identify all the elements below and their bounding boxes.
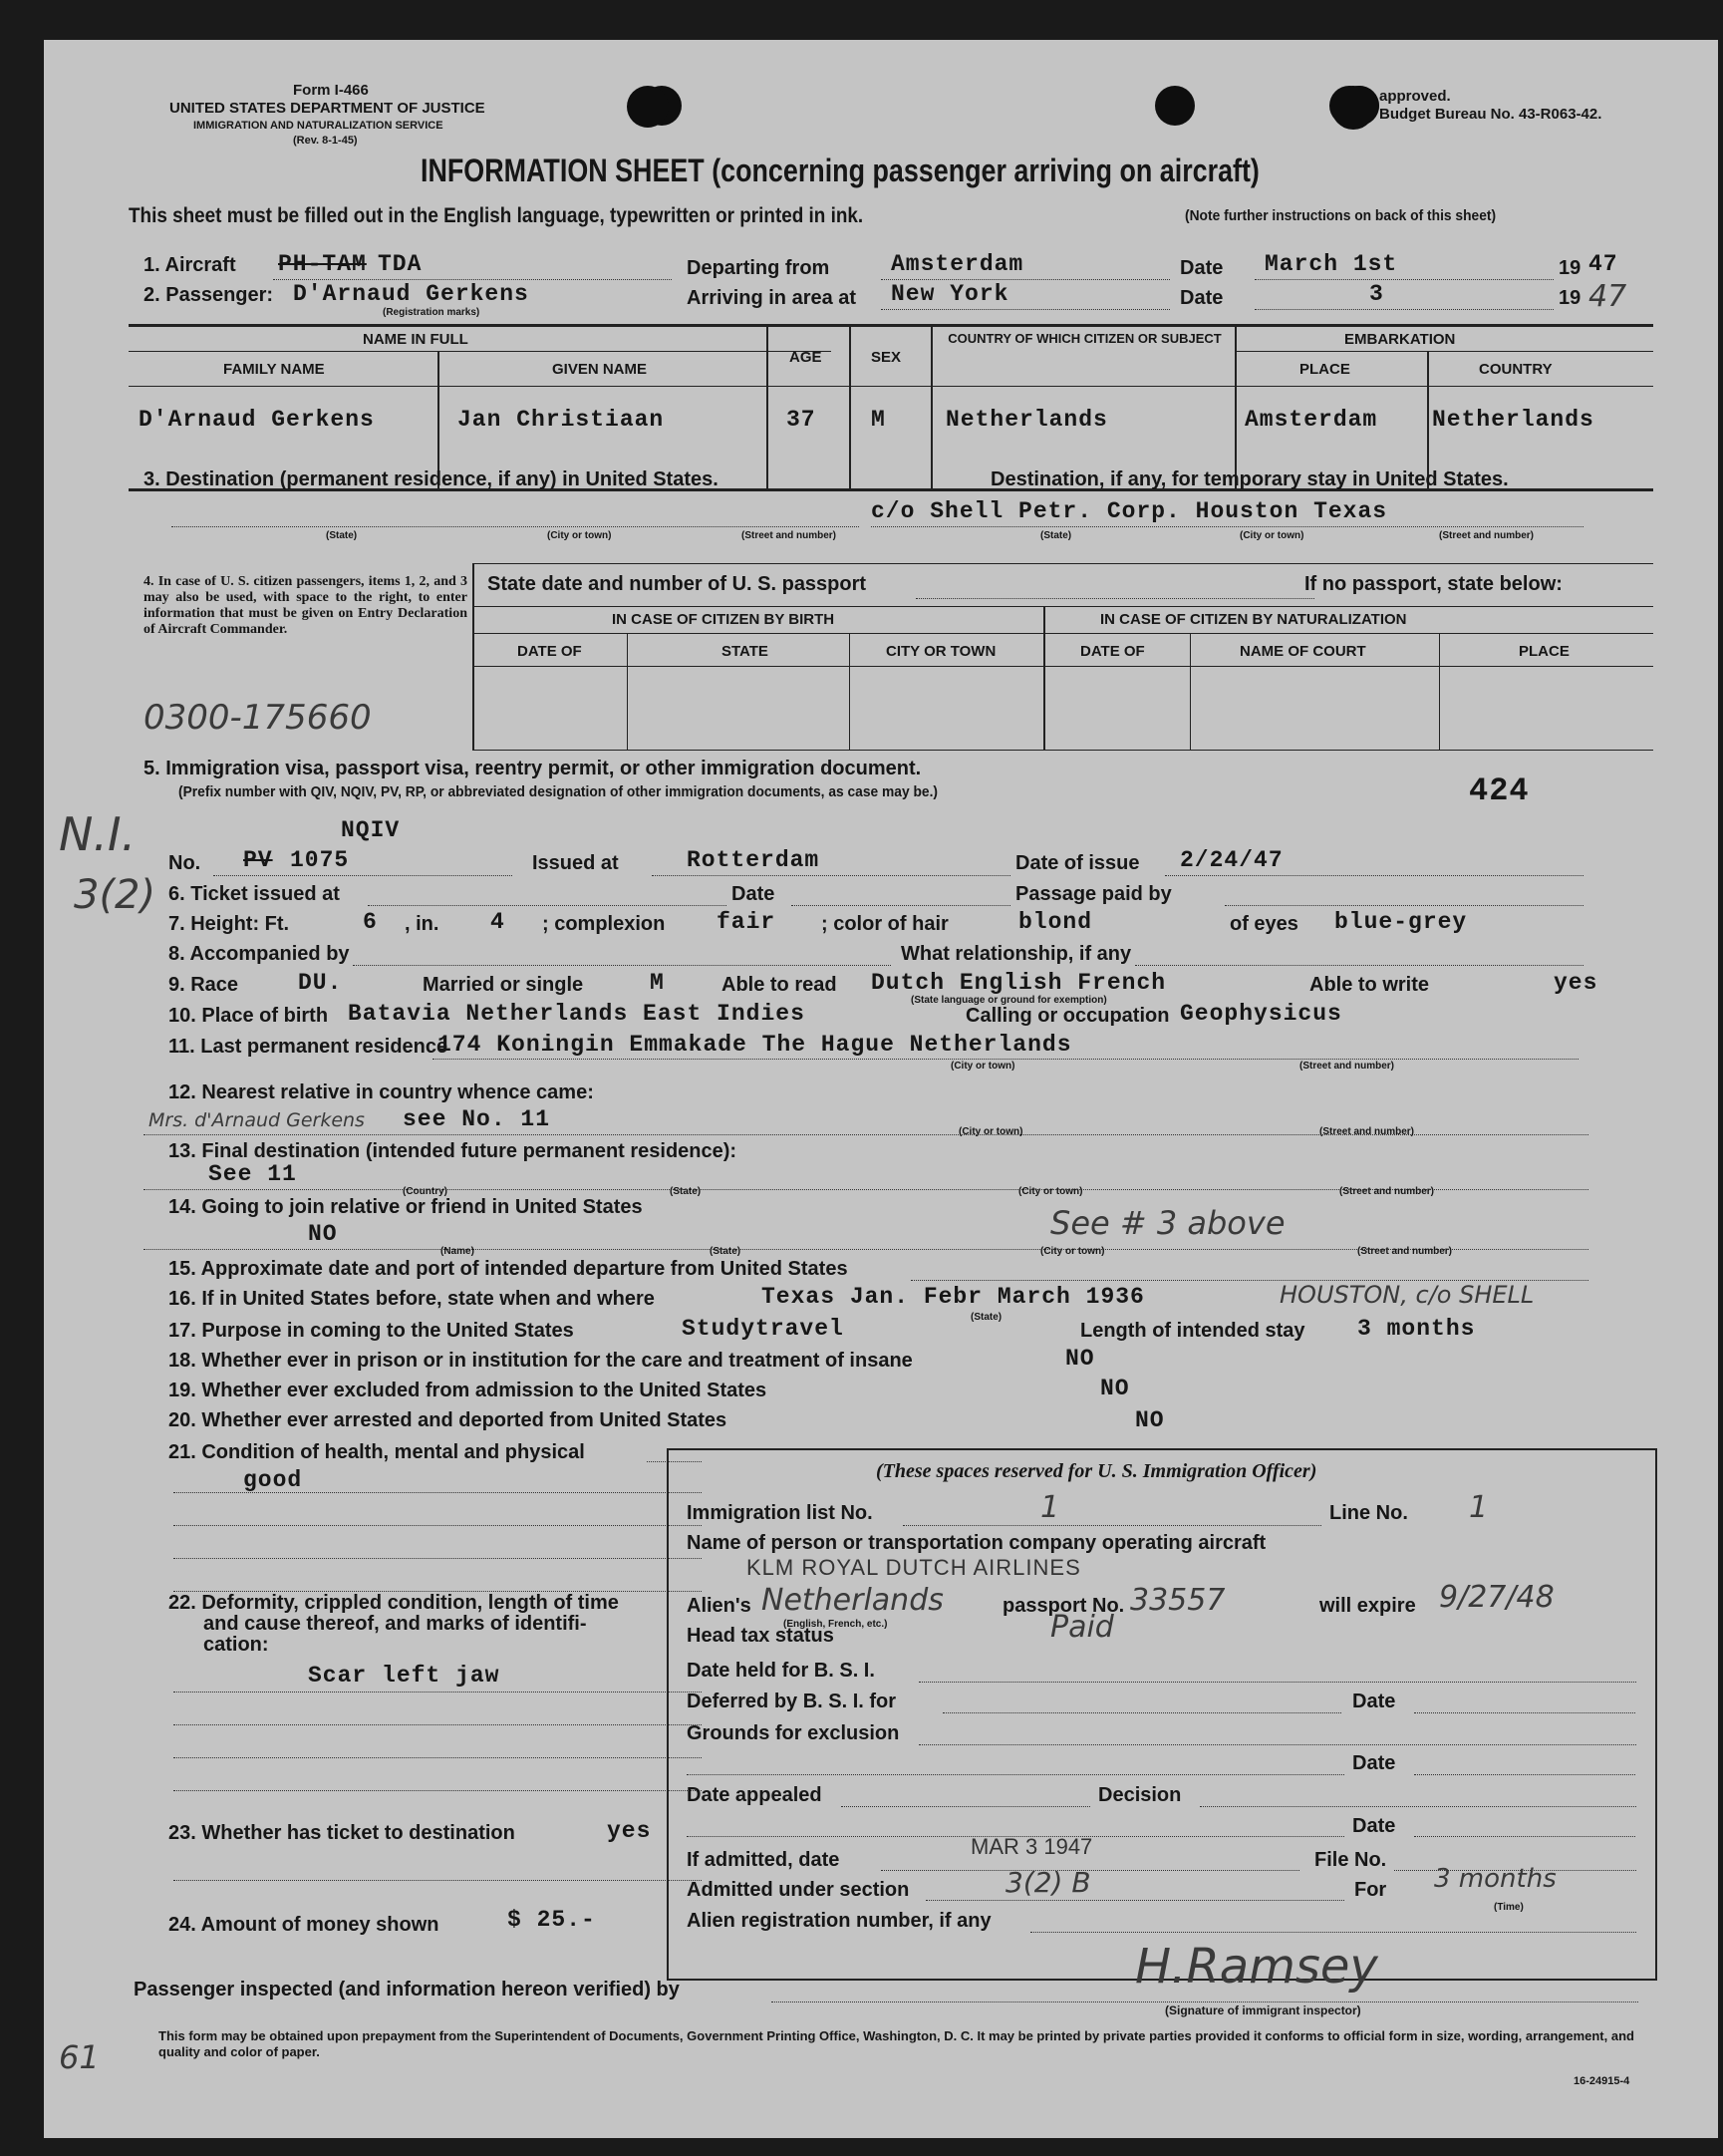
- no-struck: PV: [243, 847, 273, 873]
- date2-value: 3: [1369, 281, 1384, 307]
- information-sheet: [44, 40, 1718, 2138]
- street-sub: (Street and number): [1439, 530, 1535, 541]
- alien-sub: (English, French, etc.): [783, 1619, 888, 1630]
- join-value: NO: [308, 1221, 338, 1247]
- departing-value: Amsterdam: [891, 251, 1024, 277]
- punch-hole: [1331, 86, 1375, 130]
- married-label: Married or single: [423, 974, 584, 996]
- punch-hole: [1155, 86, 1195, 126]
- residence-value: 174 Koningin Emmakade The Hague Netherlands: [437, 1032, 1072, 1058]
- date1-value: March 1st: [1265, 251, 1398, 277]
- name-sub: (Name): [440, 1246, 474, 1257]
- item9-label: 9. Race: [168, 974, 239, 996]
- ticket-date-label: Date: [731, 883, 775, 905]
- item8-label: 8. Accompanied by: [168, 943, 350, 965]
- item17-value: Studytravel: [682, 1316, 844, 1342]
- date-issue-label: Date of issue: [1015, 852, 1140, 874]
- year1-prefix: 19: [1559, 257, 1581, 279]
- date-of2-header: DATE OF: [1080, 643, 1145, 660]
- item3-temp-value: c/o Shell Petr. Corp. Houston Texas: [871, 498, 1388, 524]
- item16-handwritten: HOUSTON, c/o SHELL: [1280, 1281, 1535, 1309]
- department: UNITED STATES DEPARTMENT OF JUSTICE: [169, 100, 485, 117]
- service: IMMIGRATION AND NATURALIZATION SERVICE: [193, 120, 443, 132]
- reg-marks-sub: (Registration marks): [383, 307, 480, 318]
- place-header: PLACE: [1299, 361, 1350, 378]
- given-name-header: GIVEN NAME: [552, 361, 648, 378]
- expire-value: 9/27/48: [1439, 1580, 1555, 1615]
- married-value: M: [650, 970, 665, 996]
- street-sub: (Street and number): [1319, 1126, 1415, 1137]
- line-no-label: Line No.: [1329, 1502, 1408, 1524]
- no-label: No.: [168, 852, 201, 874]
- item20-value: NO: [1135, 1407, 1165, 1433]
- read-sub: (State language or ground for exemption): [911, 995, 1107, 1006]
- aircraft-struck: PH-TAM: [278, 251, 367, 277]
- write-value: yes: [1554, 970, 1598, 996]
- alien-label: Alien's: [687, 1595, 751, 1617]
- form-number: Form I-466: [293, 82, 369, 99]
- by-birth-header: IN CASE OF CITIZEN BY BIRTH: [612, 611, 835, 628]
- section-label: Admitted under section: [687, 1879, 910, 1901]
- operator-label: Name of person or transportation company operating aircraft: [687, 1532, 1267, 1554]
- issued-at-label: Issued at: [532, 852, 619, 874]
- item13-label: 13. Final destination (intended future permanent residence):: [168, 1140, 737, 1162]
- officer-reserved: (These spaces reserved for U. S. Immigration Officer): [876, 1460, 1317, 1482]
- city-sub: (City or town): [959, 1126, 1023, 1137]
- item14-label: 14. Going to join relative or friend in United States: [168, 1196, 643, 1218]
- signature-sub: (Signature of immigrant inspector): [1165, 2003, 1361, 2017]
- issued-at-value: Rotterdam: [687, 847, 820, 873]
- write-label: Able to write: [1309, 974, 1430, 996]
- by-nat-header: IN CASE OF CITIZEN BY NATURALIZATION: [1100, 611, 1407, 628]
- birth-value: Batavia Netherlands East Indies: [348, 1001, 805, 1027]
- time-sub: (Time): [1494, 1902, 1524, 1913]
- hair-value: blond: [1018, 909, 1093, 935]
- item16-value: Texas Jan. Febr March 1936: [761, 1284, 1145, 1310]
- street-sub: (Street and number): [1357, 1246, 1453, 1257]
- item3-label: 3. Destination (permanent residence, if any) in United States.: [144, 468, 718, 490]
- passport-no-label: passport No.: [1003, 1595, 1125, 1617]
- margin-note-1: N.I.: [59, 807, 137, 861]
- list-no-value: 1: [1040, 1490, 1060, 1525]
- family-name-value: D'Arnaud Gerkens: [139, 407, 375, 433]
- item22-label-1: 22. Deformity, crippled condition, length of time: [168, 1592, 619, 1614]
- passport-no-value: 33557: [1130, 1583, 1226, 1618]
- alien-value: Netherlands: [761, 1583, 944, 1618]
- item17-label: 17. Purpose in coming to the United States: [168, 1320, 574, 1342]
- item19-value: NO: [1100, 1376, 1130, 1401]
- instruction: This sheet must be filled out in the English language, typewritten or printed in ink.: [129, 204, 864, 227]
- punch-hole: [627, 86, 669, 128]
- margin-number: 61: [59, 2038, 100, 2076]
- health-value: good: [243, 1467, 303, 1493]
- item18-label: 18. Whether ever in prison or in institution for the care and treatment of insane: [168, 1350, 913, 1372]
- final-dest-value: See 11: [208, 1161, 297, 1187]
- state-header: STATE: [721, 643, 768, 660]
- height-ft: 6: [363, 909, 378, 935]
- line-no-value: 1: [1469, 1490, 1489, 1525]
- embarkation-header: EMBARKATION: [1344, 331, 1456, 348]
- length-stay-value: 3 months: [1357, 1316, 1476, 1342]
- state-sub: (State): [710, 1246, 741, 1257]
- height-in-label: , in.: [405, 913, 439, 935]
- item21-label: 21. Condition of health, mental and physical: [168, 1441, 585, 1463]
- relationship-label: What relationship, if any: [901, 943, 1132, 965]
- no-value: 1075: [290, 847, 350, 873]
- place2-header: PLACE: [1519, 643, 1570, 660]
- street-sub: (Street and number): [1299, 1061, 1395, 1072]
- occupation-value: Geophysicus: [1180, 1001, 1342, 1027]
- revision: (Rev. 8-1-45): [293, 135, 358, 147]
- number-424: 424: [1469, 772, 1530, 809]
- state-sub: (State): [1040, 530, 1072, 541]
- length-stay-label: Length of intended stay: [1080, 1320, 1305, 1342]
- list-no-label: Immigration list No.: [687, 1502, 873, 1524]
- race-value: DU.: [298, 970, 343, 996]
- country-sub: (Country): [403, 1186, 447, 1197]
- relative-value: see No. 11: [403, 1106, 551, 1132]
- expire-label: will expire: [1319, 1595, 1416, 1617]
- decision-date-label: Date: [1352, 1815, 1396, 1837]
- country-header: COUNTRY: [1479, 361, 1553, 378]
- item12-label: 12. Nearest relative in country whence came:: [168, 1081, 594, 1103]
- read-value: Dutch English French: [871, 970, 1167, 996]
- city-sub: (City or town): [547, 530, 612, 541]
- approved-prefix: approved.: [1379, 88, 1451, 105]
- item18-value: NO: [1065, 1346, 1095, 1372]
- item15-label: 15. Approximate date and port of intended departure from United States: [168, 1258, 848, 1280]
- street-sub: (Street and number): [741, 530, 837, 541]
- passage-paid-label: Passage paid by: [1015, 883, 1172, 905]
- grounds-date-label: Date: [1352, 1752, 1396, 1774]
- state-sub: (State): [670, 1186, 702, 1197]
- inspector-signature: H.Ramsey: [1135, 1939, 1378, 1995]
- head-tax-label: Head tax status: [687, 1625, 834, 1647]
- sex-header: SEX: [871, 349, 902, 366]
- date2-label: Date: [1180, 287, 1224, 309]
- read-label: Able to read: [721, 974, 837, 996]
- year1-value: 47: [1588, 251, 1618, 277]
- passenger-value: D'Arnaud Gerkens: [293, 281, 529, 307]
- arriving-value: New York: [891, 281, 1009, 307]
- doc-type: NQIV: [341, 817, 401, 843]
- page-title: INFORMATION SHEET (concerning passenger arriving on aircraft): [421, 153, 1260, 188]
- held-bsi-label: Date held for B. S. I.: [687, 1660, 875, 1682]
- file-no-label: File No.: [1314, 1849, 1387, 1871]
- inspected-label: Passenger inspected (and information hereon verified) by: [134, 1979, 680, 2001]
- appealed-label: Date appealed: [687, 1784, 822, 1806]
- sex-value: M: [871, 407, 886, 433]
- eyes-label: of eyes: [1230, 913, 1298, 935]
- height-in: 4: [490, 909, 505, 935]
- passport-label: State date and number of U. S. passport: [487, 573, 867, 595]
- country-citizen-header: COUNTRY OF WHICH CITIZEN OR SUBJECT: [948, 331, 1222, 346]
- item22-label-2: and cause thereof, and marks of identifi-: [203, 1613, 587, 1635]
- section-value: 3(2) B: [1005, 1866, 1091, 1899]
- street-sub: (Street and number): [1339, 1186, 1435, 1197]
- ticket-dest-value: yes: [607, 1818, 652, 1844]
- item24-label: 24. Amount of money shown: [168, 1914, 439, 1936]
- deferred-date-label: Date: [1352, 1691, 1396, 1712]
- aircraft-value: TDA: [378, 251, 423, 277]
- date1-label: Date: [1180, 257, 1224, 279]
- eyes-value: blue-grey: [1334, 909, 1468, 935]
- state-sub: (State): [971, 1312, 1003, 1323]
- city-sub: (City or town): [1240, 530, 1304, 541]
- deformity-value: Scar left jaw: [308, 1663, 500, 1689]
- citizen-value: Netherlands: [946, 407, 1108, 433]
- relative-handwritten: Mrs. d'Arnaud Gerkens: [148, 1109, 365, 1131]
- item19-label: 19. Whether ever excluded from admission to the United States: [168, 1380, 767, 1401]
- no-passport-label: If no passport, state below:: [1304, 573, 1563, 595]
- item10-label: 10. Place of birth: [168, 1005, 329, 1027]
- item5-sub: (Prefix number with QIV, NQIV, PV, RP, or abbreviated designation of other immigration documents, as case may be.): [178, 783, 939, 800]
- date-of-header: DATE OF: [517, 643, 582, 660]
- city-sub: (City or town): [951, 1061, 1015, 1072]
- occupation-label: Calling or occupation: [966, 1005, 1170, 1027]
- item20-label: 20. Whether ever arrested and deported from United States: [168, 1409, 727, 1431]
- city-town-header: CITY OR TOWN: [886, 643, 997, 660]
- arriving-label: Arriving in area at: [687, 287, 857, 309]
- operator-value: KLM ROYAL DUTCH AIRLINES: [746, 1555, 1081, 1580]
- deferred-label: Deferred by B. S. I. for: [687, 1691, 897, 1712]
- complexion-value: fair: [717, 909, 776, 935]
- budget-bureau: Budget Bureau No. 43-R063-42.: [1379, 106, 1602, 123]
- item4-label: 4. In case of U. S. citizen passengers, items 1, 2, and 3 may also be used, with space to the right, to enter information that must be given on Entry Declaration of Aircraft Commander.: [144, 574, 467, 637]
- complexion-label: ; complexion: [542, 913, 666, 935]
- given-name-value: Jan Christiaan: [457, 407, 665, 433]
- for-label: For: [1354, 1879, 1387, 1901]
- age-header: AGE: [789, 349, 822, 366]
- name-court-header: NAME OF COURT: [1240, 643, 1366, 660]
- note: (Note further instructions on back of this sheet): [1185, 207, 1497, 224]
- join-handwritten: See # 3 above: [1050, 1204, 1286, 1242]
- item5-label: 5. Immigration visa, passport visa, reentry permit, or other immigration document.: [144, 758, 922, 779]
- form-code: 16-24915-4: [1574, 2075, 1630, 2087]
- age-value: 37: [786, 407, 816, 433]
- for-value: 3 months: [1434, 1864, 1557, 1894]
- alien-reg-label: Alien registration number, if any: [687, 1910, 992, 1932]
- item23-label: 23. Whether has ticket to destination: [168, 1822, 515, 1844]
- item6-label: 6. Ticket issued at: [168, 883, 340, 905]
- city-sub: (City or town): [1040, 1246, 1105, 1257]
- place-value: Amsterdam: [1245, 407, 1378, 433]
- item22-label-3: cation:: [203, 1634, 269, 1656]
- year2-prefix: 19: [1559, 287, 1581, 309]
- item16-label: 16. If in United States before, state when and where: [168, 1288, 655, 1310]
- item11-label: 11. Last permanent residence: [168, 1036, 448, 1058]
- name-in-full-header: NAME IN FULL: [363, 331, 468, 348]
- state-sub: (State): [326, 530, 358, 541]
- country-value: Netherlands: [1432, 407, 1594, 433]
- city-sub: (City or town): [1018, 1186, 1083, 1197]
- money-value: $ 25.-: [507, 1907, 596, 1933]
- date-issue-value: 2/24/47: [1180, 847, 1284, 873]
- family-name-header: FAMILY NAME: [223, 361, 325, 378]
- admitted-value: MAR 3 1947: [971, 1834, 1093, 1859]
- year2-value: 47: [1588, 279, 1627, 314]
- passenger-label: 2. Passenger:: [144, 284, 274, 306]
- admitted-label: If admitted, date: [687, 1849, 840, 1871]
- hair-label: ; color of hair: [821, 913, 949, 935]
- item7-label: 7. Height: Ft.: [168, 913, 290, 935]
- footer-note: This form may be obtained upon prepayment from the Superintendent of Documents, Government Printing Office, Washington, D. C. It may be printed by private parties provided it conforms to official form in size, wording, arrangement, and quality and color of paper.: [158, 2028, 1634, 2059]
- grounds-label: Grounds for exclusion: [687, 1722, 900, 1744]
- margin-note-2: 3(2): [74, 872, 156, 918]
- decision-label: Decision: [1098, 1784, 1182, 1806]
- head-tax-value: Paid: [1050, 1610, 1114, 1645]
- item3-temp-label: Destination, if any, for temporary stay in United States.: [991, 468, 1509, 490]
- handwritten-number: 0300-175660: [144, 698, 372, 738]
- aircraft-label: 1. Aircraft: [144, 254, 236, 276]
- departing-label: Departing from: [687, 257, 830, 279]
